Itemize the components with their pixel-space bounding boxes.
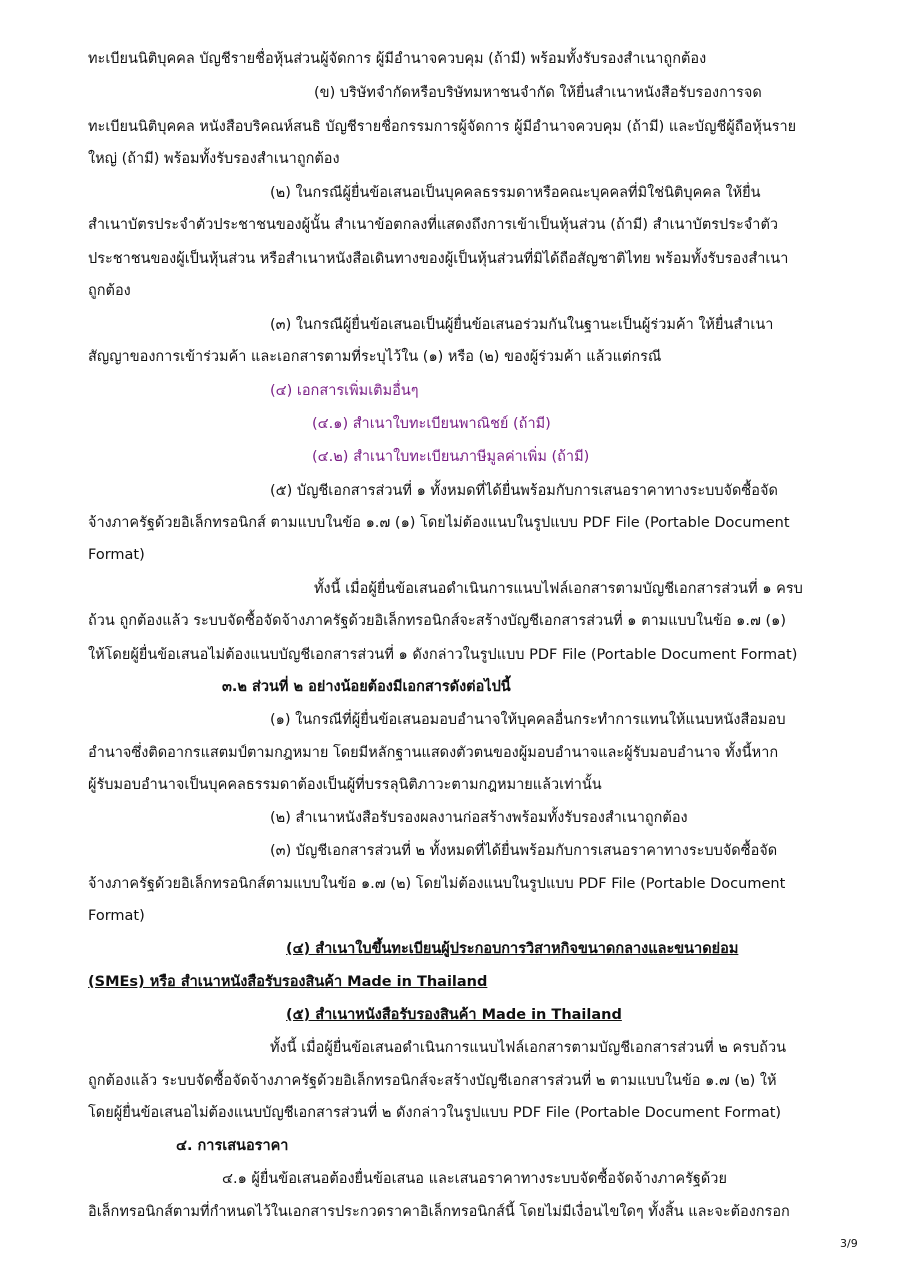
text-line: (๒) ในกรณีผู้ยื่นข้อเสนอเป็นบุคคลธรรมดาหรือคณะบุคคลที่มิใช่นิติบุคคล ให้ยื่น: [270, 185, 761, 201]
text-line: จ้างภาครัฐด้วยอิเล็กทรอนิกส์ตามแบบในข้อ ๑.๗ (๒) โดยไม่ต้องแนบในรูปแบบ PDF File (Portable Document: [88, 876, 786, 892]
additional-docs-heading: (๔) เอกสารเพิ่มเติมอื่นๆ: [270, 383, 419, 399]
text-line: จ้างภาครัฐด้วยอิเล็กทรอนิกส์ ตามแบบในข้อ ๑.๗ (๑) โดยไม่ต้องแนบในรูปแบบ PDF File (Portable Document: [88, 515, 790, 531]
text-line: ประชาชนของผู้เป็นหุ้นส่วน หรือสำเนาหนังสือเดินทางของผู้เป็นหุ้นส่วนที่มิได้ถือสัญชาติไทย พร้อมทั้งรับรองสำเนา: [88, 251, 789, 267]
text-line: ถูกต้องแล้ว ระบบจัดซื้อจัดจ้างภาครัฐด้วยอิเล็กทรอนิกส์จะสร้างบัญชีเอกสารส่วนที่ ๒ ตามแบบในข้อ ๑.๗ (๒) ให้: [88, 1073, 777, 1089]
text-line: (๓) บัญชีเอกสารส่วนที่ ๒ ทั้งหมดที่ได้ยื่นพร้อมกับการเสนอราคาทางระบบจัดซื้อจัด: [270, 843, 778, 859]
text-line: ผู้รับมอบอำนาจเป็นบุคคลธรรมดาต้องเป็นผู้ที่บรรลุนิติภาวะตามกฎหมายแล้วเท่านั้น: [88, 777, 602, 793]
text-line: (๑) ในกรณีที่ผู้ยื่นข้อเสนอมอบอำนาจให้บุคคลอื่นกระทำการแทนให้แนบหนังสือมอบ: [270, 712, 786, 728]
section-heading: ๔. การเสนอราคา: [176, 1138, 289, 1154]
text-line: (๕) บัญชีเอกสารส่วนที่ ๑ ทั้งหมดที่ได้ยื่นพร้อมกับการเสนอราคาทางระบบจัดซื้อจัด: [270, 483, 778, 499]
sme-heading-continued: (SMEs) หรือ สำเนาหนังสือรับรองสินค้า Made in Thailand: [88, 974, 488, 990]
text-line: อิเล็กทรอนิกส์ตามที่กำหนดไว้ในเอกสารประกวดราคาอิเล็กทรอนิกส์นี้ โดยไม่มีเงื่อนไขใดๆ ทั้งสิ้น และจะต้องกรอก: [88, 1204, 790, 1220]
text-line: สัญญาของการเข้าร่วมค้า และเอกสารตามที่ระบุไว้ใน (๑) หรือ (๒) ของผู้ร่วมค้า แล้วแต่กรณี: [88, 349, 662, 365]
text-line: ถ้วน ถูกต้องแล้ว ระบบจัดซื้อจัดจ้างภาครัฐด้วยอิเล็กทรอนิกส์จะสร้างบัญชีเอกสารส่วนที่ ๑ ตามแบบในข้อ ๑.๗ (๑): [88, 613, 787, 629]
text-line: ถูกต้อง: [88, 283, 131, 299]
text-line: ทะเบียนนิติบุคคล หนังสือบริคณห์สนธิ บัญชีรายชื่อกรรมการผู้จัดการ ผู้มีอำนาจควบคุม (ถ้ามี) และบัญชีผู้ถือหุ้นราย: [88, 119, 797, 135]
page-number: 3/9: [840, 1237, 858, 1250]
text-line: Format): [88, 908, 145, 924]
text-line: ให้โดยผู้ยื่นข้อเสนอไม่ต้องแนบบัญชีเอกสารส่วนที่ ๑ ดังกล่าวในรูปแบบ PDF File (Portable Document Format): [88, 647, 798, 663]
text-line: โดยผู้ยื่นข้อเสนอไม่ต้องแนบบัญชีเอกสารส่วนที่ ๒ ดังกล่าวในรูปแบบ PDF File (Portable Document Format): [88, 1105, 782, 1121]
text-line: ทั้งนี้ เมื่อผู้ยื่นข้อเสนอดำเนินการแนบไฟล์เอกสารตามบัญชีเอกสารส่วนที่ ๒ ครบถ้วน: [270, 1040, 787, 1056]
made-in-thailand-heading: (๕) สำเนาหนังสือรับรองสินค้า Made in Thailand: [286, 1007, 622, 1023]
text-line: สำเนาบัตรประจำตัวประชาชนของผู้นั้น สำเนาข้อตกลงที่แสดงถึงการเข้าเป็นหุ้นส่วน (ถ้ามี) สำเนาบัตรประจำตัว: [88, 217, 778, 233]
text-line: ทะเบียนนิติบุคคล บัญชีรายชื่อหุ้นส่วนผู้จัดการ ผู้มีอำนาจควบคุม (ถ้ามี) พร้อมทั้งรับรองสำเนาถูกต้อง: [88, 51, 707, 67]
text-line: (๒) สำเนาหนังสือรับรองผลงานก่อสร้างพร้อมทั้งรับรองสำเนาถูกต้อง: [270, 810, 688, 826]
text-line: (ข) บริษัทจำกัดหรือบริษัทมหาชนจำกัด ให้ยื่นสำเนาหนังสือรับรองการจด: [314, 85, 762, 101]
additional-docs-item: (๔.๑) สำเนาใบทะเบียนพาณิชย์ (ถ้ามี): [312, 416, 551, 432]
sme-heading: (๔) สำเนาใบขึ้นทะเบียนผู้ประกอบการวิสาหกิจขนาดกลางและขนาดย่อม: [286, 941, 739, 957]
text-line: ๔.๑ ผู้ยื่นข้อเสนอต้องยื่นข้อเสนอ และเสนอราคาทางระบบจัดซื้อจัดจ้างภาครัฐด้วย: [222, 1171, 727, 1187]
additional-docs-item: (๔.๒) สำเนาใบทะเบียนภาษีมูลค่าเพิ่ม (ถ้ามี): [312, 449, 590, 465]
section-heading: ๓.๒ ส่วนที่ ๒ อย่างน้อยต้องมีเอกสารดังต่อไปนี้: [222, 679, 511, 695]
text-line: ทั้งนี้ เมื่อผู้ยื่นข้อเสนอดำเนินการแนบไฟล์เอกสารตามบัญชีเอกสารส่วนที่ ๑ ครบ: [314, 581, 803, 597]
text-line: ใหญ่ (ถ้ามี) พร้อมทั้งรับรองสำเนาถูกต้อง: [88, 151, 340, 167]
text-line: อำนาจซึ่งติดอากรแสตมป์ตามกฎหมาย โดยมีหลักฐานแสดงตัวตนของผู้มอบอำนาจและผู้รับมอบอำนาจ ทั้งนี้หาก: [88, 745, 779, 761]
text-line: Format): [88, 547, 145, 563]
text-line: (๓) ในกรณีผู้ยื่นข้อเสนอเป็นผู้ยื่นข้อเสนอร่วมกันในฐานะเป็นผู้ร่วมค้า ให้ยื่นสำเนา: [270, 317, 774, 333]
